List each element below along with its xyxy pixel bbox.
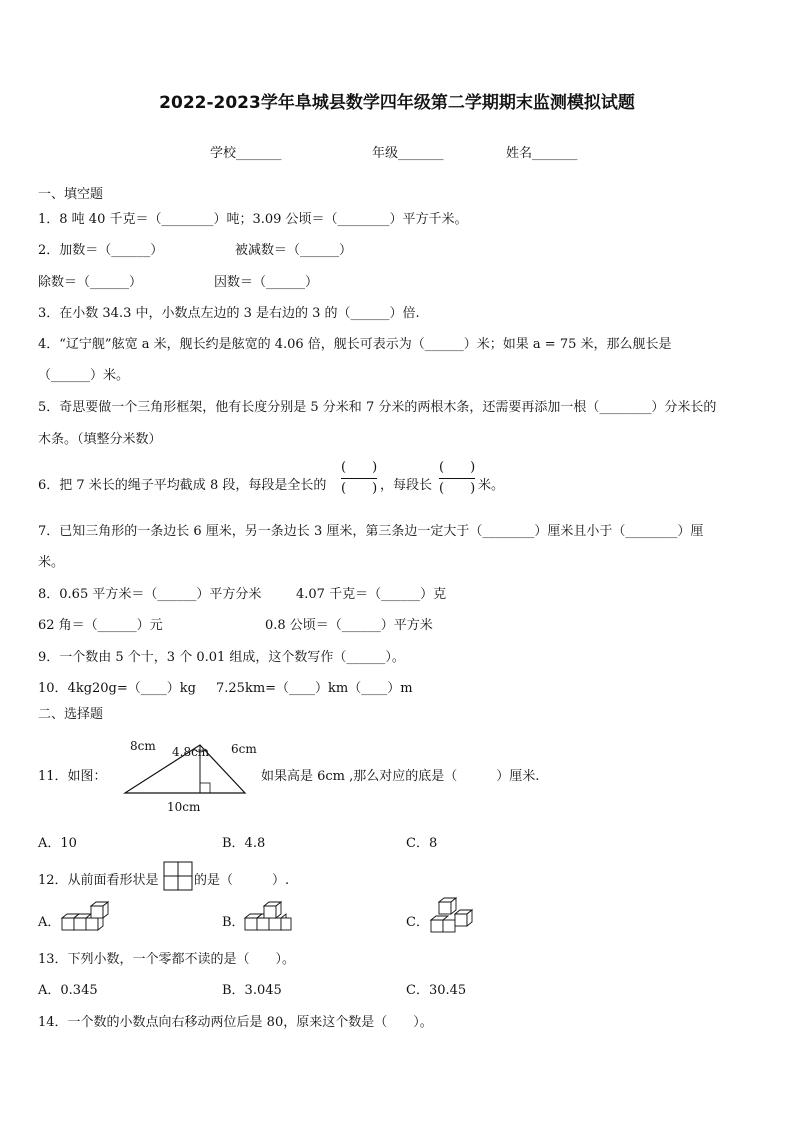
- question-8-a: 8．0.65 平方米＝（______）平方分米: [38, 587, 262, 602]
- q11-option-b[interactable]: B．4.8: [222, 836, 266, 851]
- q11-option-a[interactable]: A．10: [38, 836, 77, 851]
- grade-field: 年级_______: [372, 146, 444, 161]
- question-6-part3: 米。: [478, 478, 505, 493]
- triangle-base-label: 10cm: [167, 800, 201, 814]
- question-7-line2: 米。: [38, 555, 65, 570]
- question-4-line2: （______）米。: [38, 368, 130, 383]
- cube-stack-c-icon: [429, 896, 473, 938]
- fraction-numerator: ( ): [341, 460, 378, 475]
- question-12: 12．从前面看形状是: [38, 873, 159, 888]
- question-4-line1: 4．“辽宁舰”舷宽 a 米，舰长约是舷宽的 4.06 倍，舰长可表示为（______）米；如果 a = 75 米，那么舰长是: [38, 337, 672, 352]
- cube-stack-a-icon: [60, 900, 110, 936]
- cube-stack-b-icon: [243, 900, 295, 936]
- fraction-denominator: ( ): [341, 481, 378, 496]
- triangle-height-label: 4.8cm: [172, 745, 210, 759]
- section-fill-blank: 一、填空题: [38, 187, 104, 202]
- question-1: 1．8 吨 40 千克＝（________）吨；3.09 公顷＝（________）平方千米。: [38, 212, 468, 227]
- q12-option-b[interactable]: B．: [222, 915, 245, 930]
- q11-option-c[interactable]: C．8: [406, 836, 438, 851]
- question-10-b: 7.25km=（____）km（____）m: [216, 681, 413, 696]
- question-2-factor: 因数＝（______）: [214, 275, 319, 290]
- question-8-d: 0.8 公顷＝（______）平方米: [265, 618, 433, 633]
- question-13: 13．下列小数，一个零都不读的是（ ）。: [38, 952, 296, 967]
- question-6-part2: ，每段长: [380, 478, 433, 493]
- page-title: 2022-2023学年阜城县数学四年级第二学期期末监测模拟试题: [159, 93, 635, 113]
- question-6-fraction-2: [439, 460, 475, 497]
- question-2-divisor: 除数＝（______）: [38, 275, 143, 290]
- question-8-b: 4.07 千克＝（______）克: [296, 587, 447, 602]
- question-5-line1: 5．奇思要做一个三角形框架，他有长度分别是 5 分米和 7 分米的两根木条，还需要再添加一根（________）分米长的: [38, 400, 717, 415]
- section-multiple-choice: 二、选择题: [38, 707, 104, 722]
- fraction-numerator: ( ): [439, 460, 476, 475]
- question-14: 14．一个数的小数点向右移动两位后是 80，原来这个数是（ ）。: [38, 1015, 433, 1030]
- triangle-right-side-label: 6cm: [231, 742, 257, 756]
- question-12-text: 的是（ ）.: [194, 873, 290, 888]
- triangle-left-side-label: 8cm: [130, 739, 156, 753]
- question-11: 11．如图：: [38, 769, 107, 784]
- q13-option-b[interactable]: B．3.045: [222, 983, 282, 998]
- question-9: 9．一个数由 5 个十，3 个 0.01 组成，这个数写作（______）。: [38, 650, 405, 665]
- name-field: 姓名_______: [506, 146, 578, 161]
- q12-option-a[interactable]: A．: [38, 915, 61, 930]
- question-7-line1: 7．已知三角形的一条边长 6 厘米，另一条边长 3 厘米，第三条边一定大于（________）厘米且小于（________）厘: [38, 524, 704, 539]
- q13-option-a[interactable]: A．0.345: [38, 983, 98, 998]
- question-10-a: 10．4kg20g=（____）kg: [38, 681, 196, 696]
- question-8-c: 62 角＝（______）元: [38, 618, 163, 633]
- question-11-text: 如果高是 6cm ,那么对应的底是（ ）厘米.: [261, 769, 540, 784]
- question-6-fraction-1: [341, 460, 377, 497]
- fraction-denominator: ( ): [439, 481, 476, 496]
- front-view-figure: [163, 861, 193, 891]
- question-3: 3．在小数 34.3 中，小数点左边的 3 是右边的 3 的（______）倍.: [38, 306, 420, 321]
- question-2-minuend: 被减数＝（______）: [235, 243, 353, 258]
- question-6-part1: 6．把 7 米长的绳子平均截成 8 段，每段是全长的: [38, 478, 327, 493]
- right-angle-mark: [200, 783, 210, 793]
- question-2-addend: 2．加数＝（______）: [38, 243, 164, 258]
- question-5-line2: 木条。（填整分米数）: [38, 432, 162, 447]
- q13-option-c[interactable]: C．30.45: [406, 983, 467, 998]
- q12-option-c[interactable]: C．: [406, 915, 429, 930]
- school-field: 学校_______: [210, 146, 282, 161]
